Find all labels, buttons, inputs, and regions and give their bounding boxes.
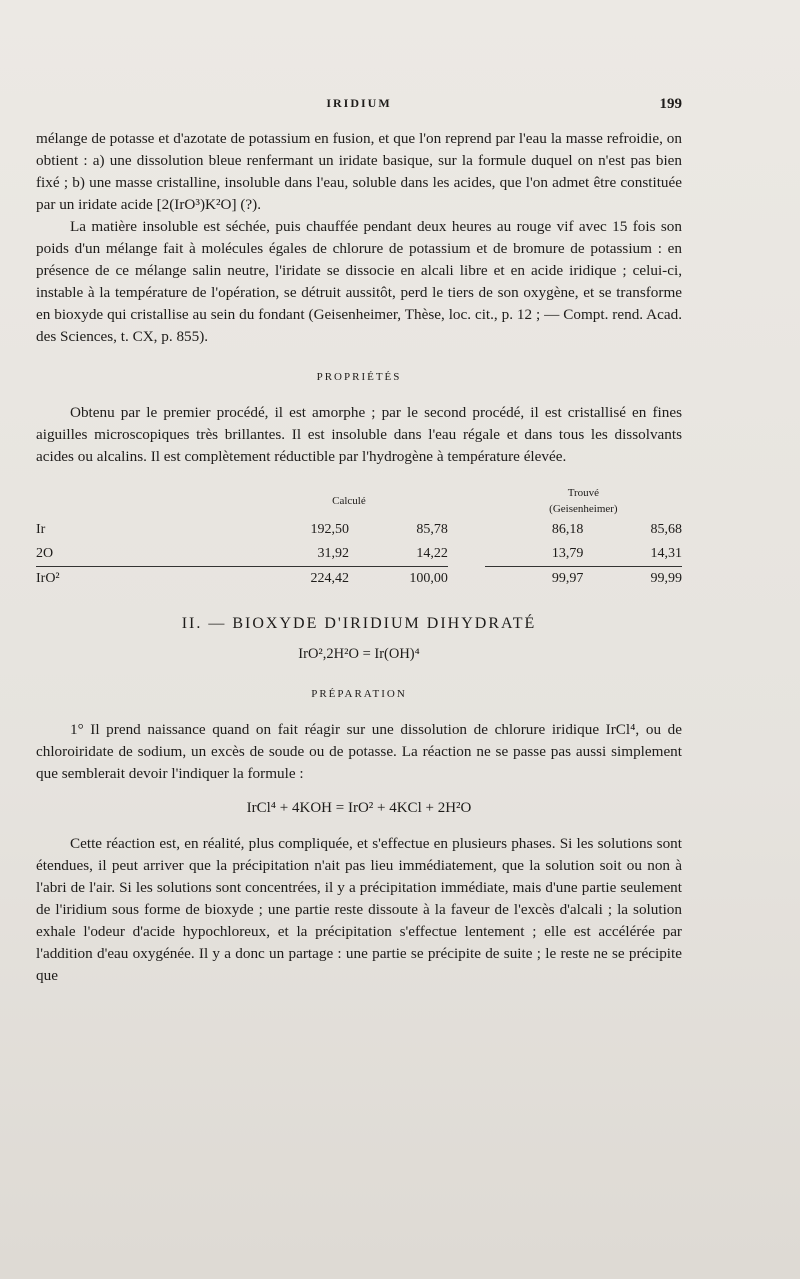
reaction-equation: IrCl⁴ + 4KOH = IrO² + 4KCl + 2H²O — [246, 800, 472, 816]
section-heading-properties: PROPRIÉTÉS — [316, 371, 402, 383]
running-header — [36, 96, 682, 116]
paragraph-method: La matière insoluble est séchée, puis chauffée pendant deux heures au rouge vif avec 15 fois son poids d'un mélange fait à molécules égales de chlorure de potassium et de bromure de potassium : en présence de ce mélange salin neutre, l'iridate se dissocie en alcali libre et en acide iridique ; celui-ci, instable à la température de l'opération, se détruit aussitôt, perd le tiers de son oxygène, et se transforme en bioxyde qui cristallise au sein du fondant (Geisenheimer, Thèse, loc. cit., p. 12 ; — Compt. rend. Acad. des Sciences, t. CX, p. 855). — [36, 218, 682, 345]
column-head-calculated: Calculé — [332, 495, 366, 507]
paragraph-reaction: Cette réaction est, en réalité, plus compliquée, et s'effectue en plusieurs phases. Si les solutions sont étendues, il peut arriver que la précipitation n'ait pas lieu immédiatement, que la solution soit ou non à l'abri de l'air. Si les solutions sont concentrées, il y a précipitation immédiate, mais d'une partie seulement de l'iridium sous forme de bioxyde ; une partie reste dissoute à la faveur de l'excès d'alcali ; la solution exhale l'odeur d'acide hypochloreux, et la précipitation s'effectue lentement ; elle est accélérée par l'addition d'eau oxygénée. Il y a donc un partage : une partie se précipite de suite ; le reste ne se précipite que — [36, 835, 682, 984]
paragraph-continued: mélange de potasse et d'azotate de potassium en fusion, et que l'on reprend par l'eau la masse refroidie, on obtient : a) une dissolution bleue renfermant un iridate basique, sur la formule duquel on n'est pas bien fixé ; b) une masse cristalline, insoluble dans l'eau, soluble dans les acides, que l'on admet être constituée par un iridate acide [2(IrO³)K²O] (?). — [36, 130, 682, 213]
section-heading-preparation: PRÉPARATION — [311, 688, 407, 700]
paragraph-preparation: 1° Il prend naissance quand on fait réagir sur une dissolution de chlorure iridique IrCl⁴, ou de chloroiridate de sodium, un excès de soude ou de potasse. La réaction ne se passe pas aussi simplement que semblerait devoir l'indiquer la formule : — [36, 721, 682, 782]
page-body — [36, 128, 682, 987]
table-row: Ir 192,50 85,78 86,18 85,68 — [36, 522, 682, 537]
table-header-row — [36, 484, 682, 518]
chapter-title: II. — BIOXYDE D'IRIDIUM DIHYDRATÉ — [181, 615, 537, 632]
table-row: 2O 31,92 14,22 13,79 14,31 — [36, 546, 682, 561]
composition-table — [36, 484, 682, 591]
running-title: IRIDIUM — [326, 96, 392, 110]
paragraph-properties: Obtenu par le premier procédé, il est amorphe ; par le second procédé, il est cristallisé en fines aiguilles microscopiques très brillantes. Il est insoluble dans l'eau régale et dans tous les dissolvants acides ou alcalins. Il est complètement réductible par l'hydrogène à température élevée. — [36, 404, 682, 465]
table-total-row: IrO² 224,42 100,00 99,97 99,99 — [36, 567, 682, 592]
page-number: 199 — [659, 96, 682, 112]
column-head-found: Trouvé (Geisenheimer) — [549, 487, 618, 515]
chemical-formula: IrO²,2H²O = Ir(OH)⁴ — [298, 646, 420, 662]
